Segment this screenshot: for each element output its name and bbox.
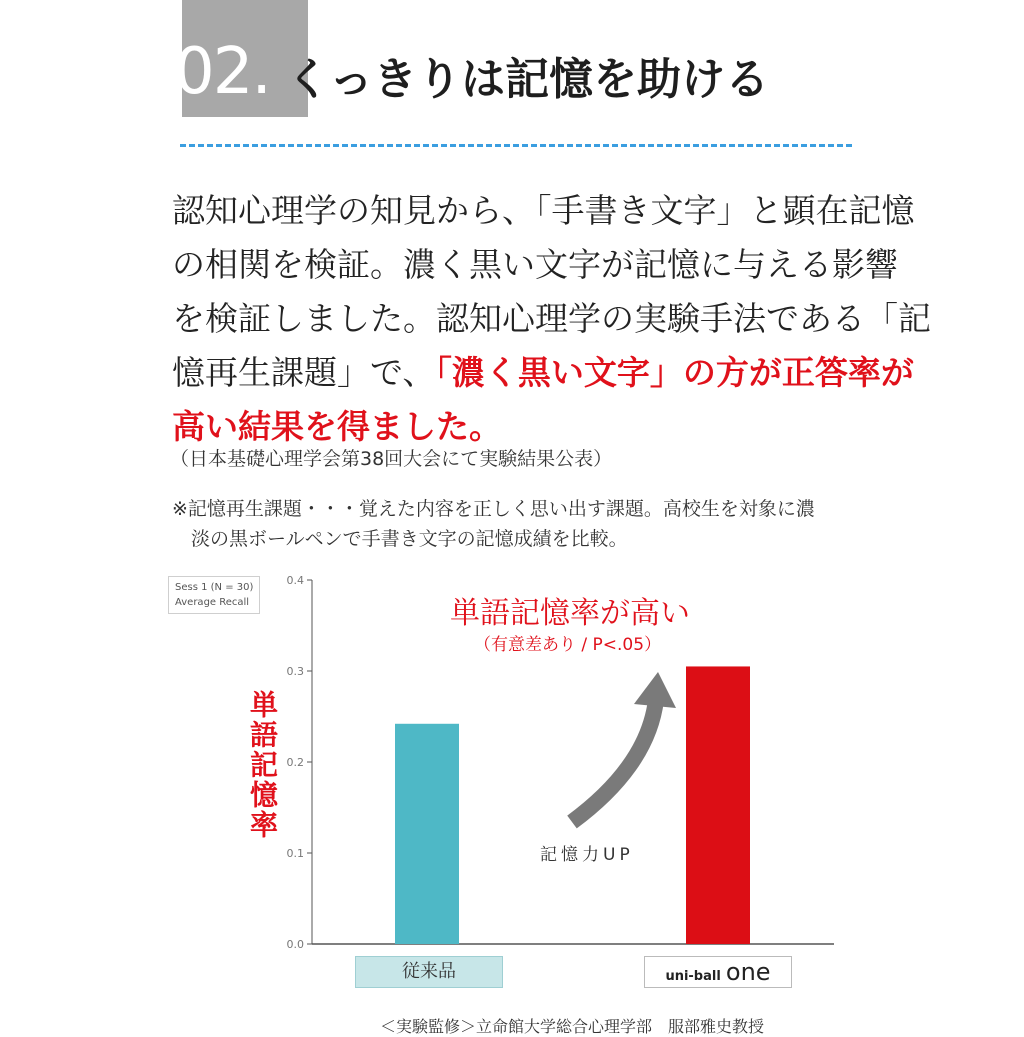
y-tick-label: 0.1 (286, 847, 304, 860)
legend-line-1: Sess 1 (N = 30) (175, 582, 254, 593)
bar-uniball-one (686, 666, 750, 944)
increase-arrow-shaft (572, 700, 656, 822)
y-tick-label: 0.4 (286, 574, 304, 587)
body-line-3: を検証しました。認知心理学の実験手法である「記 (172, 299, 931, 338)
y-tick-label: 0.2 (286, 756, 304, 769)
section-title: くっきりは記憶を助ける (286, 54, 770, 105)
body-line-4-plain: 憶再生課題」で、 (172, 353, 436, 392)
section-number: 02. (174, 35, 270, 109)
category-label-uniball-one (644, 956, 792, 988)
arrow-label: 記憶力UP (540, 845, 634, 865)
y-tick-label: 0.3 (286, 665, 304, 678)
significance-note: （有意差あり / P<.05） (474, 635, 662, 655)
body-line-5-highlight: 高い結果を得ました。 (172, 407, 502, 446)
y-axis-label: 単語記憶率 (246, 690, 279, 840)
brand-logo-text: uni-ball (665, 969, 721, 984)
bar-conventional (395, 724, 459, 944)
footnote-line-1: ※記憶再生課題・・・覚えた内容を正しく思い出す課題。高校生を対象に濃 (172, 498, 815, 520)
supervisor-credit: ＜実験監修＞立命館大学総合心理学部 服部雅史教授 (380, 1017, 765, 1036)
model-logo-text: one (725, 958, 771, 986)
source-note: （日本基礎心理学会第38回大会にて実験結果公表） (170, 448, 613, 470)
category-label-conventional: 従来品 (355, 956, 503, 988)
body-line-2: の相関を検証。濃く黒い文字が記憶に与える影響 (172, 245, 898, 284)
footnote-line-2: 淡の黒ボールペンで手書き文字の記憶成績を比較。 (191, 528, 628, 550)
increase-arrow-head (634, 672, 676, 708)
y-tick-label: 0.0 (286, 938, 304, 951)
body-line-4-highlight: 「濃く黒い文字」の方が正答率が (435, 353, 914, 392)
chart-headline: 単語記憶率が高い (450, 596, 690, 631)
body-line-1: 認知心理学の知見から、「手書き文字」と顕在記憶 (172, 191, 915, 230)
legend-line-2: Average Recall (175, 597, 250, 608)
